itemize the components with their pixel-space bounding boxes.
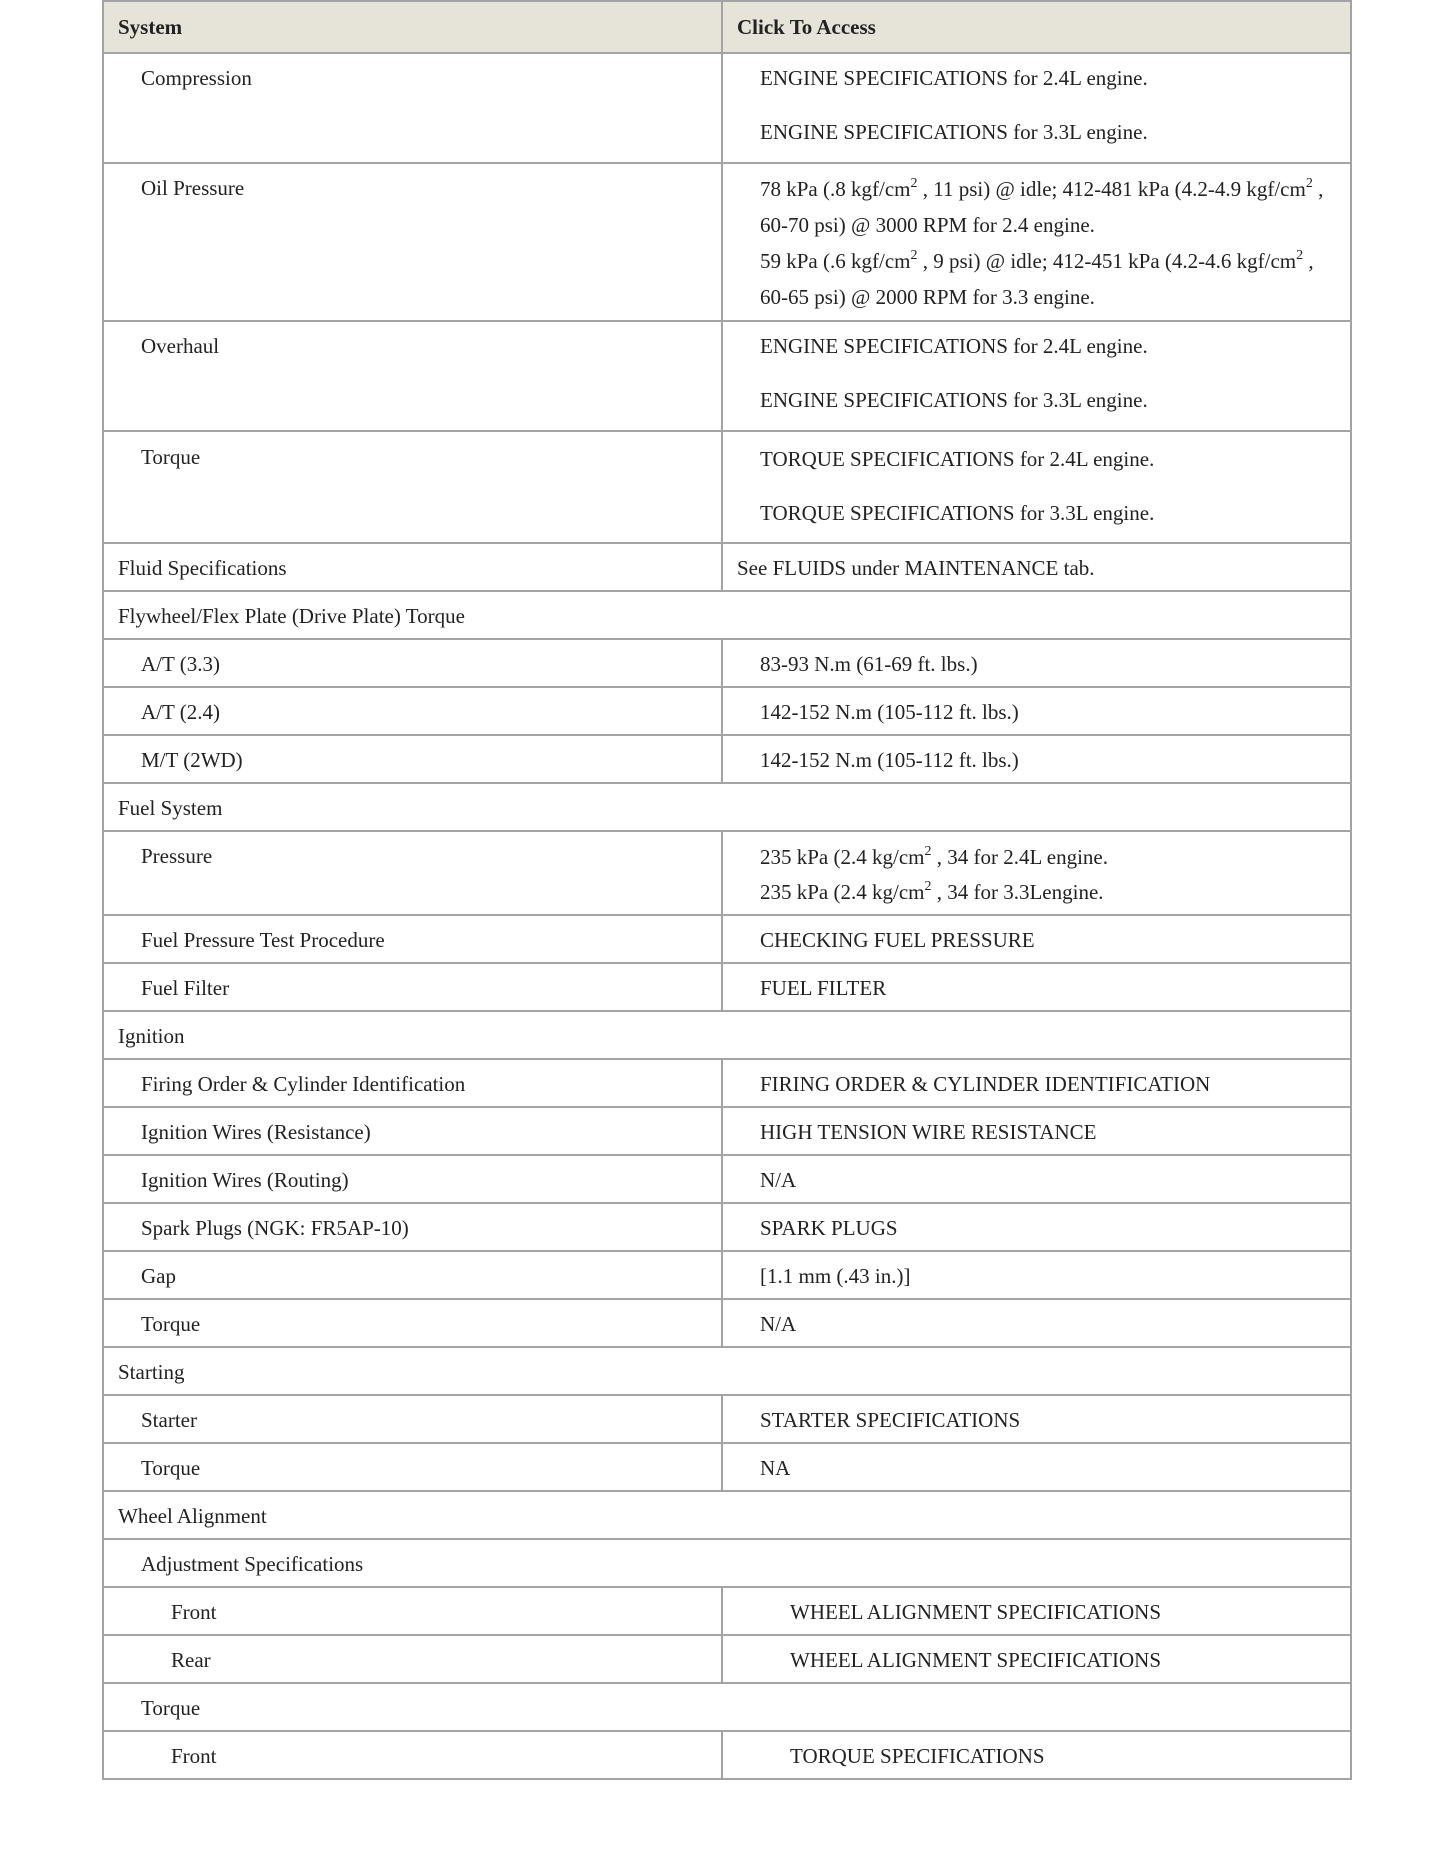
table-row xyxy=(103,1299,1351,1347)
section-row-wheel-alignment xyxy=(103,1491,1351,1539)
table-row xyxy=(103,1443,1351,1491)
link-wheel-alignment-rear[interactable]: WHEEL ALIGNMENT SPECIFICATIONS xyxy=(722,1635,1351,1683)
header-system: System xyxy=(103,1,722,53)
table-row xyxy=(103,1059,1351,1107)
row-links xyxy=(722,321,1351,431)
row-label: Fuel Filter xyxy=(103,963,722,1011)
subsection-row-torque xyxy=(103,1683,1351,1731)
row-label: Front xyxy=(103,1587,722,1635)
row-label: Torque xyxy=(103,1299,722,1347)
table-row xyxy=(103,735,1351,783)
row-value: [1.1 mm (.43 in.)] xyxy=(722,1251,1351,1299)
table-row xyxy=(103,1635,1351,1683)
section-row-fuel xyxy=(103,783,1351,831)
fuel-pressure-2-4: 235 kPa (2.4 $kg/cm^2$ , 34 for 2.4L engine. xyxy=(760,844,1108,869)
row-links xyxy=(722,53,1351,163)
row-value: 83-93 N.m (61-69 ft. lbs.) xyxy=(722,639,1351,687)
specifications-table xyxy=(102,0,1352,1780)
link-engine-specs-2-4[interactable]: ENGINE SPECIFICATIONS for 2.4L engine. xyxy=(760,334,1148,358)
section-row-ignition xyxy=(103,1011,1351,1059)
link-firing-order[interactable]: FIRING ORDER & CYLINDER IDENTIFICATION xyxy=(722,1059,1351,1107)
row-links xyxy=(722,431,1351,543)
section-title: Fuel System xyxy=(103,783,1351,831)
row-label: Fuel Pressure Test Procedure xyxy=(103,915,722,963)
link-wheel-alignment-front[interactable]: WHEEL ALIGNMENT SPECIFICATIONS xyxy=(722,1587,1351,1635)
subsection-title: Adjustment Specifications xyxy=(103,1539,1351,1587)
table-row-compression xyxy=(103,53,1351,163)
row-label: Front xyxy=(103,1731,722,1779)
section-title: Wheel Alignment xyxy=(103,1491,1351,1539)
row-label: Spark Plugs (NGK: FR5AP-10) xyxy=(103,1203,722,1251)
table-row xyxy=(103,1587,1351,1635)
link-engine-specs-3-3[interactable]: ENGINE SPECIFICATIONS for 3.3L engine. xyxy=(760,120,1148,144)
table-row-overhaul xyxy=(103,321,1351,431)
row-label: Fluid Specifications xyxy=(103,543,722,591)
row-value xyxy=(722,163,1351,321)
row-label: Compression xyxy=(103,53,722,163)
row-value: N/A xyxy=(722,1155,1351,1203)
row-value: 142-152 N.m (105-112 ft. lbs.) xyxy=(722,735,1351,783)
link-engine-specs-2-4[interactable]: ENGINE SPECIFICATIONS for 2.4L engine. xyxy=(760,66,1148,90)
row-value xyxy=(722,831,1351,915)
header-row xyxy=(103,1,1351,53)
link-torque-specs-3-3[interactable]: TORQUE SPECIFICATIONS for 3.3L engine. xyxy=(760,501,1155,525)
oil-pressure-3-3: 59 kPa (.6 kgf/$cm^2$ , 9 psi) @ idle; 412-451 kPa (4.2-4.6 kgf/$cm^2$ , 60-65 psi) @ 2000 RPM for 3.3 engine. xyxy=(760,248,1314,309)
table-row-torque-engine xyxy=(103,431,1351,543)
row-label: Ignition Wires (Routing) xyxy=(103,1155,722,1203)
section-title: Starting xyxy=(103,1347,1351,1395)
table-row xyxy=(103,1107,1351,1155)
table-row-oil-pressure xyxy=(103,163,1351,321)
subsection-title: Torque xyxy=(103,1683,1351,1731)
fuel-pressure-3-3: 235 kPa (2.4 $kg/cm^2$ , 34 for 3.3Lengine. xyxy=(760,879,1104,904)
table-row xyxy=(103,687,1351,735)
row-label: A/T (2.4) xyxy=(103,687,722,735)
row-label: Torque xyxy=(103,1443,722,1491)
link-high-tension-wire[interactable]: HIGH TENSION WIRE RESISTANCE xyxy=(722,1107,1351,1155)
row-value: NA xyxy=(722,1443,1351,1491)
table-row-fluid xyxy=(103,543,1351,591)
section-row-starting xyxy=(103,1347,1351,1395)
row-label: Pressure xyxy=(103,831,722,915)
row-label: Ignition Wires (Resistance) xyxy=(103,1107,722,1155)
link-fuel-filter[interactable]: FUEL FILTER xyxy=(722,963,1351,1011)
section-row-flywheel xyxy=(103,591,1351,639)
row-label: M/T (2WD) xyxy=(103,735,722,783)
header-click-to-access: Click To Access xyxy=(722,1,1351,53)
link-fluids[interactable]: See FLUIDS under MAINTENANCE tab. xyxy=(722,543,1351,591)
table-row xyxy=(103,1155,1351,1203)
row-value: 142-152 N.m (105-112 ft. lbs.) xyxy=(722,687,1351,735)
row-label: Overhaul xyxy=(103,321,722,431)
link-torque-specs-front[interactable]: TORQUE SPECIFICATIONS xyxy=(722,1731,1351,1779)
row-label: Gap xyxy=(103,1251,722,1299)
link-starter-specs[interactable]: STARTER SPECIFICATIONS xyxy=(722,1395,1351,1443)
subsection-row-adjustment xyxy=(103,1539,1351,1587)
row-label: Starter xyxy=(103,1395,722,1443)
section-title: Ignition xyxy=(103,1011,1351,1059)
link-torque-specs-2-4[interactable]: TORQUE SPECIFICATIONS for 2.4L engine. xyxy=(760,447,1155,471)
section-title: Flywheel/Flex Plate (Drive Plate) Torque xyxy=(103,591,1351,639)
table-row xyxy=(103,1395,1351,1443)
link-spark-plugs[interactable]: SPARK PLUGS xyxy=(722,1203,1351,1251)
table-row xyxy=(103,1203,1351,1251)
row-value: N/A xyxy=(722,1299,1351,1347)
row-label: Rear xyxy=(103,1635,722,1683)
table-row xyxy=(103,1731,1351,1779)
table-row xyxy=(103,639,1351,687)
row-label: A/T (3.3) xyxy=(103,639,722,687)
oil-pressure-2-4: 78 kPa (.8 kgf/$cm^2$ , 11 psi) @ idle; 412-481 kPa (4.2-4.9 kgf/$cm^2$ , 60-70 psi) @ 3000 RPM for 2.4 engine. xyxy=(760,176,1324,237)
row-label: Firing Order & Cylinder Identification xyxy=(103,1059,722,1107)
row-label: Oil Pressure xyxy=(103,163,722,321)
link-checking-fuel-pressure[interactable]: CHECKING FUEL PRESSURE xyxy=(722,915,1351,963)
row-label: Torque xyxy=(103,431,722,543)
table-row xyxy=(103,1251,1351,1299)
table-row xyxy=(103,915,1351,963)
table-row-fuel-pressure xyxy=(103,831,1351,915)
link-engine-specs-3-3[interactable]: ENGINE SPECIFICATIONS for 3.3L engine. xyxy=(760,388,1148,412)
table-row xyxy=(103,963,1351,1011)
